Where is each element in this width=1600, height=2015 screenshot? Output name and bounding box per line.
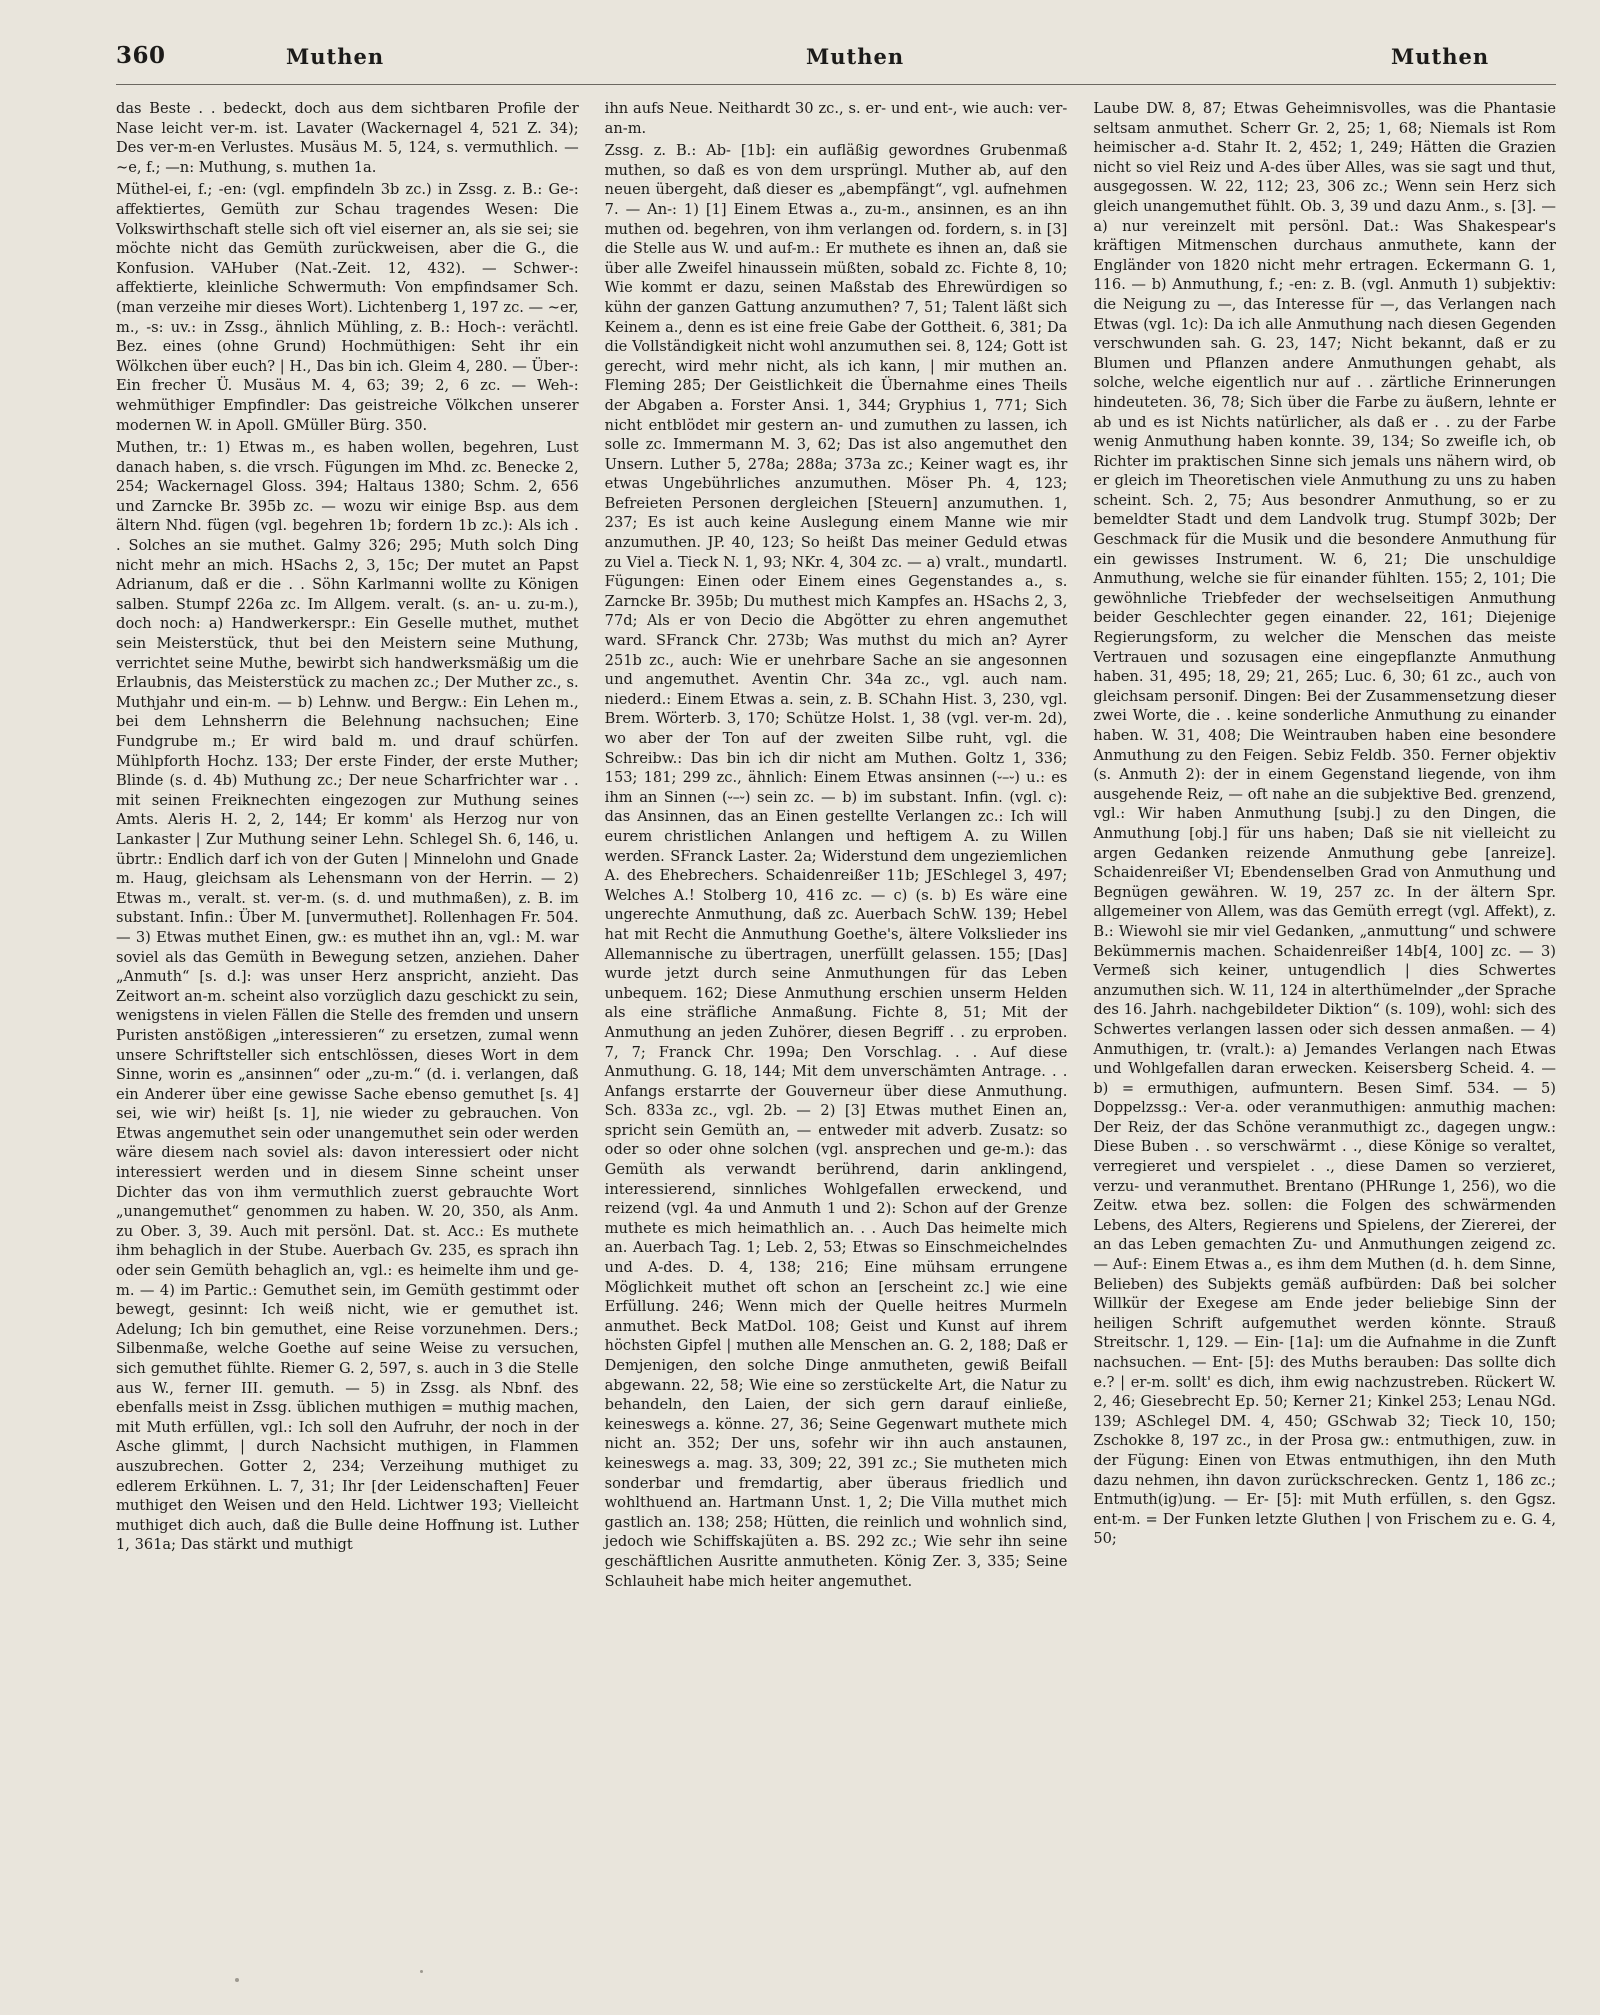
column-middle: [605, 99, 1068, 1594]
text-columns: [116, 99, 1556, 1594]
scan-speck: [235, 1978, 239, 1982]
column-right: [1093, 99, 1556, 1594]
entry-paragraph: Zssg. z. B.: Ab- [1b]: ein aufläßig gewordnes Grubenmaß muthen, so daß es von dem ursprüngl. Muther ab, auf den neuen übergeht, daß dieser es „abempfängt“, vgl. aufnehmen 7. — An-: 1) [1] Einem Etwas a., zu-m., ansinnen, es an ihn muthen od. begehren, von ihm verlangen od. fordern, s. in [3] die Stelle aus W. und auf-m.: Er muthete es ihnen an, daß sie über alle Zweifel hinaussein müßten, sobald zc. Fichte 8, 10; Wie kommt er dazu, seinen Maßstab des Ehrewürdigen so kühn der ganzen Gattung anzumuthen? 7, 51; Talent läßt sich Keinem a., denn es ist eine freie Gabe der Gottheit. 6, 381; Da die Vollständigkeit nicht wohl anzumuthen sei. 8, 124; Gott ist gerecht, wird mehr nicht, als ich kann, | mir muthen an. Fleming 285; Der Geistlichkeit die Übernahme eines Theils der Abgaben a. Forster Ansi. 1, 344; Gryphius 1, 771; Sich nicht entblödet mir gestern an- und zumuthen zu lassen, ich solle zc. Immermann M. 3, 62; Das ist also angemuthet den Unsern. Luther 5, 278a; 288a; 373a zc.; Keiner wagt es, ihr etwas Ungebührliches anzumuthen. Möser Ph. 4, 123; Befreieten Personen dergleichen [Steuern] anzumuthen. 1, 237; Es ist auch keine Auslegung einem Manne wie mir anzumuthen. JP. 40, 123; So heißt Das meiner Geduld etwas zu Viel a. Tieck N. 1, 93; NKr. 4, 304 zc. — a) vralt., mundartl. Fügungen: Einen oder Einem eines Gegenstandes a., s. Zarncke Br. 395b; Du muthest mich Kampfes an. HSachs 2, 3, 77d; Als er von Decio die Abgötter zu ehren angemuthet ward. SFranck Chr. 273b; Was muthst du mich an? Ayrer 251b zc., auch: Wie er unehrbare Sache an sie angesonnen und angemuthet. Aventin Chr. 34a zc., vgl. auch nam. niederd.: Einem Etwas a. sein, z. B. SChahn Hist. 3, 230, vgl. Brem. Wörterb. 3, 170; Schütze Holst. 1, 38 (vgl. ver-m. 2d), wo aber der Ton auf der zweiten Silbe ruht, vgl. die Schreibw.: Das bin ich dir nicht am Muthen. Goltz 1, 336; 153; 181; 299 zc., ähnlich: Einem Etwas ansinnen (⏑–⏑) u.: es ihm an Sinnen (⏑–⏑) sein zc. — b) im substant. Infin. (vgl. c): das Ansinnen, das an Einen gestellte Verlangen zc.: Ich will eurem christlichen Anlangen und heftigem A. zu Willen werden. SFranck Laster. 2a; Widerstund dem ungeziemlichen A. des Ehebrechers. Schaidenreißer 11b; JESchlegel 3, 497; Welches A.! Stolberg 10, 416 zc. — c) (s. b) Es wäre eine ungerechte Anmuthung, daß zc. Auerbach SchW. 139; Hebel hat mit Recht die Anmuthung Goethe's, ältere Volkslieder ins Allemannische zu übertragen, unerfüllt gelassen. 155; [Das] wurde jetzt durch seine Anmuthungen für das Leben unbequem. 162; Diese Anmuthung erschien unserm Helden als eine sträfliche Anmaßung. Fichte 8, 51; Mit der Anmuthung an jeden Zuhörer, diesen Begriff . . zu erproben. 7, 7; Franck Chr. 199a; Den Vorschlag. . . Auf diese Anmuthung. G. 18, 144; Mit dem unverschämten Antrage. . . Anfangs erstarrte der Gouverneur über diese Anmuthung. Sch. 833a zc., vgl. 2b. — 2) [3] Etwas muthet Einen an, spricht sein Gemüth an, — entweder mit adverb. Zusatz: so oder so oder ohne solchen (vgl. ansprechen und ge-m.): das Gemüth als verwandt berührend, darin anklingend, interessierend, sinnliches Wohlgefallen erweckend, und reizend (vgl. 4a und Anmuth 1 und 2): Schon auf der Grenze muthete es mich heimathlich an. . . Auch Das heimelte mich an. Auerbach Tag. 1; Leb. 2, 53; Etwas so Einschmeichelndes und A-des. D. 4, 138; 216; Eine mühsam errungene Möglichkeit muthet oft schon an [erscheint zc.] wie eine Erfüllung. 246; Wenn mich der Quelle heitres Murmeln anmuthet. Beck MatDol. 108; Geist und Kunst auf ihrem höchsten Gipfel | muthen alle Menschen an. G. 2, 188; Daß er Demjenigen, den solche Dinge anmutheten, gewiß Beifall abgewann. 22, 58; Wie eine so zerstückelte Art, die Natur zu behandeln, den Laien, der sich gern darauf einließe, keineswegs a. könne. 27, 36; Seine Gegenwart muthete mich nicht an. 352; Der uns, sofehr wir ihn auch anstaunen, keineswegs a. mag. 33, 309; 22, 391 zc.; Sie mutheten mich sonderbar und fremdartig, aber überaus friedlich und wohlthuend an. Hartmann Unst. 1, 2; Die Villa muthet mich gastlich an. 138; 258; Hütten, die reinlich und wohnlich sind, jedoch wie Schiffskajüten a. BS. 292 zc.; Wie sehr ihn seine geschäftlichen Ausritte anmutheten. König Zer. 3, 335; Seine Schlauheit habe mich heiter angemuthet.: [604, 142, 1068, 1590]
page-number: 360: [116, 42, 166, 69]
entry-paragraph: Müthel-ei, f.; -en: (vgl. empfindeln 3b zc.) in Zssg. z. B.: Ge-: affektiertes, Gemüth zur Schau tragendes Wesen: Die Volkswirthschaft stelle sich oft viel eiserner an, als sie sei; sie möchte nicht das Gemüth zurückweisen, aber die G., die Konfusion. VAHuber (Nat.-Zeit. 12, 432). — Schwer-: affektierte, kleinliche Schwermuth: Von empfindsamer Sch. (man verzeihe mir dieses Wort). Lichtenberg 1, 197 zc. — ~er, m., -s: uv.: in Zssg., ähnlich Mühling, z. B.: Hoch-: verächtl. Bez. eines (ohne Grund) Hochmüthigen: Seht ihr ein Wölkchen über euch? | H., Das bin ich. Gleim 4, 280. — Über-: Ein frecher Ü. Musäus M. 4, 63; 39; 2, 6 zc. — Weh-: wehmüthiger Empfindler: Das geistreiche Völkchen unserer modernen W. in Apoll. GMüller Bürg. 350.: [116, 181, 579, 434]
page-header: [116, 38, 1556, 85]
scan-speck: [420, 1970, 423, 1973]
entry-paragraph: Laube DW. 8, 87; Etwas Geheimnisvolles, was die Phantasie seltsam anmuthet. Scherr Gr. 2, 25; 1, 68; Niemals ist Rom heimischer a-d. Stahr It. 2, 452; 1, 249; Hätten die Grazien nicht so viel Reiz und A-des über Alles, was sie sagt und thut, ausgegossen. W. 22, 112; 23, 306 zc.; Wenn sein Herz sich gleich unangemuthet fühlt. Ob. 3, 39 und dazu Anm., s. [3]. — a) nur vereinzelt mit persönl. Dat.: Was Shakespear's kräftigen Mitmenschen durchaus anmuthete, kann der Engländer von 1820 nicht mehr ertragen. Eckermann G. 1, 116. — b) Anmuthung, f.; -en: z. B. (vgl. Anmuth 1) subjektiv: die Neigung zu —, das Interesse für —, das Verlangen nach Etwas (vgl. 1c): Da ich alle Anmuthung nach diesen Gegenden verschwunden sah. G. 23, 147; Nicht bekannt, daß er zu Blumen und Pflanzen andere Anmuthungen gehabt, als solche, welche eigentlich nur auf . . zärtliche Erinnerungen hindeuteten. 36, 78; Sich über die Farbe zu äußern, lehnte er ab und es ist Nichts natürlicher, als daß er . . zu der Farbe wenig Anmuthung haben konnte. 39, 134; So zweifle ich, ob Richter im praktischen Sinne sich jemals uns nähern wird, ob er gleich im Theoretischen viele Anmuthung zu uns zu haben scheint. Sch. 2, 75; Aus besondrer Anmuthung, so er zu bemeldter Stadt und dem Landvolk trug. Stumpf 302b; Der Geschmack für die Musik und die besondere Anmuthung für ein gewisses Instrument. W. 6, 21; Die unschuldige Anmuthung, welche sie für einander fühlten. 155; 2, 101; Die gewöhnliche Triebfeder der wechselseitigen Anmuthung beider Geschlechter gegen einander. 22, 161; Diejenige Regierungsform, zu welcher die Menschen das meiste Vertrauen und sozusagen eine eingepflanzte Anmuthung haben. 31, 495; 18, 29; 21, 265; Luc. 6, 30; 61 zc., auch von gleichsam personif. Dingen: Bei der Zusammensetzung dieser zwei Worte, die . . keine sonderliche Anmuthung zu einander haben. W. 31, 408; Die Weintrauben haben eine besondere Anmuthung zu den Feigen. Sebiz Feldb. 350. Ferner objektiv (s. Anmuth 2): der in einem Gegenstand liegende, von ihm ausgehende Reiz, — oft nahe an die subjektive Bed. grenzend, vgl.: Wir haben Anmuthung [subj.] zu den Dingen, die Anmuthung [obj.] für uns haben; Daß sie nit vielleicht zu argen Gedanken reizende Anmuthung gebe [anreize]. Schaidenreißer VI; Ebendenselben Grad von Anmuthung und Begnügen gewähren. W. 19, 257 zc. In der ältern Spr. allgemeiner von Allem, was das Gemüth erregt (vgl. Affekt), z. B.: Wiewohl sie mir viel Gedanken, „anmuttung“ und schwere Bekümmernis machen. Schaidenreißer 14b[4, 100] zc. — 3) Vermeß sich keiner, untugendlich | dies Schwertes anzumuthen sich. W. 11, 124 in alterthümelnder „der Sprache des 16. Jahrh. nachgebildeter Diktion“ (s. 109), wohl: sich des Schwertes verlangen lassen oder sich dessen anmaßen. — 4) Anmuthigen, tr. (vralt.): a) Jemandes Verlangen nach Etwas und Wohlgefallen daran erwecken. Keisersberg Scheid. 4. — b) = ermuthigen, aufmuntern. Besen Simf. 534. — 5) Doppelzssg.: Ver-a. oder veranmuthigen: anmuthig machen: Der Reiz, der das Schöne veranmuthigt zc., dagegen ungw.: Diese Buben . . so verschwärmt . ., diese Könige so veraltet, verregieret und verspielet . ., diese Damen so verzieret, verzu- und veranmuthet. Brentano (PHRunge 1, 256), wo die Zeitw. etwa bez. sollen: die Folgen des schwärmenden Lebens, des Alters, Regierens und Spielens, der Ziererei, der an das Leben gemachten Zu- und Anmuthungen zeigend zc. — Auf-: Einem Etwas a., es ihm dem Muthen (d. h. dem Sinne, Belieben) des Subjekts gemäß aufbürden: Daß bei solcher Willkür der Exegese am Ende jeder beliebige Sinn der heiligen Schrift aufgemuthet werden könnte. Strauß Streitschr. 1, 129. — Ein- [1a]: um die Aufnahme in die Zunft nachsuchen. — Ent- [5]: des Muths berauben: Das sollte dich e.? | er-m. sollt' es dich, ihm ewig nachzustreben. Rückert W. 2, 46; Giesebrecht Ep. 50; Kerner 21; Kinkel 253; Lenau NGd. 139; ASchlegel DM. 4, 450; GSchwab 32; Tieck 10, 150; Zschokke 8, 197 zc., in der Prosa gw.: entmuthigen, zuw. in der Fügung: Einen von Etwas entmuthigen, ihn den Muth dazu nehmen, ihn davon zurückschrecken. Gentz 1, 186 zc.; Entmuth(ig)ung. — Er- [5]: mit Muth erfüllen, s. den Ggsz. ent-m. = Der Funken letzte Gluthen | von Frischem zu e. G. 4, 50;: [1093, 100, 1557, 1548]
running-head-right: Muthen: [1391, 44, 1490, 69]
running-head-center: Muthen: [806, 44, 905, 69]
entry-paragraph: Muthen, tr.: 1) Etwas m., es haben wollen, begehren, Lust danach haben, s. die vrsch. Fügungen im Mhd. zc. Benecke 2, 254; Wackernagel Gloss. 394; Haltaus 1380; Schm. 2, 656 und Zarncke Br. 395b zc. — wozu wir einige Bsp. aus dem ältern Nhd. fügen (vgl. begehren 1b; fordern 1b zc.): Als ich . . Solches an sie muthet. Galmy 326; 295; Muth solch Ding nicht mehr an mich. HSachs 2, 3, 15c; Der mutet an Papst Adrianum, daß er die . . Söhn Karlmanni wollte zu Königen salben. Stumpf 226a zc. Im Allgem. veralt. (s. an- u. zu-m.), doch noch: a) Handwerkerspr.: Ein Geselle muthet, muthet sein Meisterstück, thut bei den Meistern seine Muthung, verrichtet seine Muthe, bewirbt sich handwerksmäßig um die Erlaubnis, das Meisterstück zu machen zc.; Der Muther zc., s. Muthjahr und ein-m. — b) Lehnw. und Bergw.: Ein Lehen m., bei dem Lehnsherrn die Belehnung nachsuchen; Eine Fundgrube m.; Er wird bald m. und drauf schürfen. Mühlpforth Hochz. 133; Der erste Finder, der erste Muther; Blinde (s. d. 4b) Muthung zc.; Der neue Scharfrichter war . . mit seinen Freiknechten eingezogen zur Muthung seines Amts. Aleris H. 2, 2, 144; Er komm' als Herzog nur von Lankaster | Zur Muthung seiner Lehn. Schlegel Sh. 6, 146, u. übrtr.: Endlich darf ich von der Guten | Minnelohn und Gnade m. Haug, gleichsam als Lehensmann von der Herrin. — 2) Etwas m., veralt. st. ver-m. (s. d. und muthmaßen), z. B. im substant. Infin.: Über M. [unvermuthet]. Rollenhagen Fr. 504. — 3) Etwas muthet Einen, gw.: es muthet ihn an, vgl.: M. war soviel als das Gemüth in Bewegung setzen, anziehen. Daher „Anmuth“ [s. d.]: was unser Herz anspricht, anzieht. Das Zeitwort an-m. scheint also vorzüglich dazu geschickt zu sein, wenigstens in vielen Fällen die Stelle des fremden und unsern Puristen anstößigen „interessieren“ zu ersetzen, zumal wenn unsere Schriftsteller sich entschlössen, dieses Wort in dem Sinne, worin es „ansinnen“ oder „zu-m.“ (d. i. verlangen, daß ein Anderer über eine gewisse Sache ebenso gemuthet [s. 4] sei, wie wir) heißt [s. 1], nie wieder zu gebrauchen. Von Etwas angemuthet sein oder unangemuthet sein oder werden wäre diesem nach soviel als: davon interessiert oder nicht interessiert werden und in diesem Sinne scheint unser Dichter das von ihm vermuthlich zuerst gebrauchte Wort „unangemuthet“ genommen zu haben. W. 20, 350, als Anm. zu Ober. 3, 39. Auch mit persönl. Dat. st. Acc.: Es muthete ihm behaglich in der Stube. Auerbach Gv. 235, es sprach ihn oder sein Gemüth behaglich an, vgl.: es heimelte ihm und ge-m. — 4) im Partic.: Gemuthet sein, im Gemüth gestimmt oder bewegt, gesinnt: Ich weiß nicht, wie er gemuthet ist. Adelung; Ich bin gemuthet, eine Reise vorzunehmen. Ders.; Silbenmaße, welche Goethe auf seine Weise zu versuchen, sich gemuthet fühlte. Riemer G. 2, 597, s. auch in 3 die Stelle aus W., ferner III. gemuth. — 5) in Zssg. als Nbnf. des ebenfalls meist in Zssg. üblichen muthigen = muthig machen, mit Muth erfüllen, vgl.: Ich soll den Aufruhr, der noch in der Asche glimmt, | durch Nachsicht muthigen, in Flammen auszubrechen. Gotter 2, 234; Verzeihung muthiget zu edlerem Erkühnen. L. 7, 31; Ihr [der Leidenschaften] Feuer muthiget den Weisen und den Held. Lichtwer 193; Vielleicht muthiget dich auch, daß die Bulle deine Hoffnung ist. Luther 1, 361a; Das stärkt und muthigt: [116, 439, 579, 1554]
column-left: [116, 99, 579, 1594]
running-head-left: Muthen: [286, 44, 385, 69]
entry-paragraph: das Beste . . bedeckt, doch aus dem sichtbaren Profile der Nase leicht ver-m. ist. Lavater (Wackernagel 4, 521 Z. 34); Des ver-m-en Verlustes. Musäus M. 5, 124, s. vermuthlich. — ~e, f.; —n: Muthung, s. muthen 1a.: [116, 100, 579, 176]
entry-paragraph: ihn aufs Neue. Neithardt 30 zc., s. er- und ent-, wie auch: ver-an-m.: [604, 100, 1068, 137]
